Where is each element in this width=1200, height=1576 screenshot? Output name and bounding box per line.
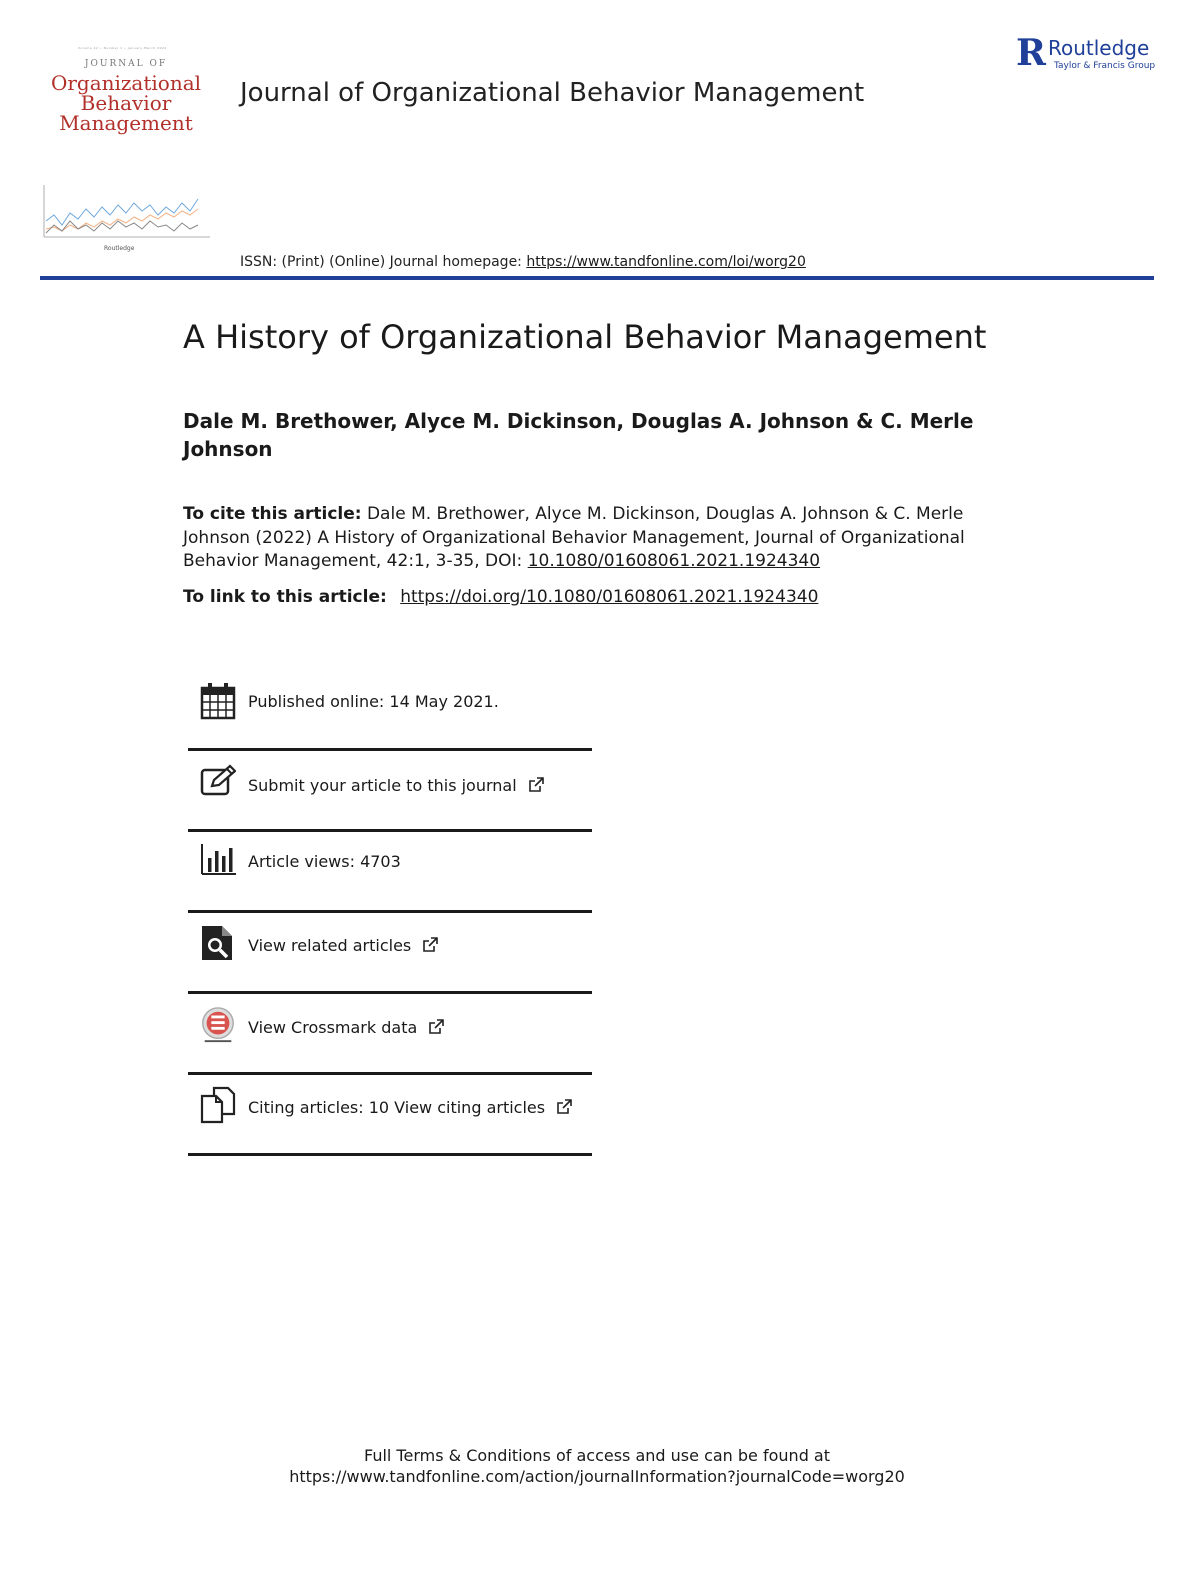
article-link-label: To link to this article: bbox=[183, 587, 387, 607]
routledge-logo[interactable] bbox=[1016, 34, 1156, 78]
published-online-row bbox=[188, 682, 592, 722]
citation-text: Dale M. Brethower, Alyce M. Dickinson, Douglas A. Johnson & C. Merle Johnson (2022) A History of Organizational Behavior Management, Journal of Organizational Behavior Management, 42:1, 3-35, DOI: bbox=[183, 504, 965, 571]
citation-block bbox=[183, 503, 1013, 574]
article-views-row bbox=[188, 842, 592, 882]
submit-article-row[interactable] bbox=[188, 764, 592, 804]
document-search-icon bbox=[200, 924, 236, 962]
pencil-edit-icon bbox=[200, 764, 236, 802]
info-divider bbox=[188, 1072, 592, 1075]
article-views-text: Article views: 4703 bbox=[248, 852, 401, 871]
article-title: A History of Organizational Behavior Management bbox=[183, 318, 987, 356]
info-divider bbox=[188, 1153, 592, 1156]
cover-journal-line-1: Organizational bbox=[50, 71, 202, 95]
routledge-name: Routledge bbox=[1048, 36, 1150, 60]
crossmark-link[interactable] bbox=[248, 1018, 444, 1037]
external-link-icon bbox=[428, 1019, 444, 1035]
citing-articles-text: Citing articles: 10 View citing articles bbox=[248, 1098, 546, 1117]
info-divider bbox=[188, 748, 592, 751]
article-doi-url-link[interactable]: https://doi.org/10.1080/01608061.2021.1924340 bbox=[400, 587, 819, 607]
article-authors: Dale M. Brethower, Alyce M. Dickinson, Douglas A. Johnson & C. Merle Johnson bbox=[183, 409, 974, 461]
crossmark-text: View Crossmark data bbox=[248, 1018, 418, 1037]
related-articles-row[interactable] bbox=[188, 924, 592, 964]
submit-article-link[interactable] bbox=[248, 776, 544, 795]
journal-homepage-link[interactable]: https://www.tandfonline.com/loi/worg20 bbox=[526, 254, 806, 270]
routledge-subtitle: Taylor & Francis Group bbox=[1054, 61, 1156, 71]
info-divider bbox=[188, 829, 592, 832]
journal-title: Journal of Organizational Behavior Management bbox=[240, 78, 865, 108]
journal-cover-thumbnail bbox=[40, 40, 212, 262]
crossmark-icon bbox=[200, 1006, 236, 1044]
citing-articles-row[interactable] bbox=[188, 1086, 592, 1126]
issn-line bbox=[240, 254, 806, 270]
citing-articles-link[interactable] bbox=[248, 1098, 572, 1117]
cover-publisher: Routledge bbox=[104, 245, 135, 252]
external-link-icon bbox=[422, 937, 438, 953]
cover-decorative-graph bbox=[40, 185, 212, 245]
header-rule bbox=[40, 276, 1154, 280]
external-link-icon bbox=[528, 777, 544, 793]
citation-doi-link[interactable]: 10.1080/01608061.2021.1924340 bbox=[527, 551, 821, 571]
submit-article-text: Submit your article to this journal bbox=[248, 776, 517, 795]
footer-terms-url[interactable]: https://www.tandfonline.com/action/journalInformation?journalCode=worg20 bbox=[289, 1467, 905, 1486]
issn-label: ISSN: (Print) (Online) Journal homepage: bbox=[240, 254, 522, 270]
footer-terms bbox=[0, 1445, 1194, 1487]
related-articles-text: View related articles bbox=[248, 936, 412, 955]
bar-chart-icon bbox=[200, 842, 236, 880]
routledge-r-glyph: R bbox=[1016, 32, 1046, 74]
related-articles-link[interactable] bbox=[248, 936, 438, 955]
info-divider bbox=[188, 991, 592, 994]
published-online-text: Published online: 14 May 2021. bbox=[248, 692, 499, 711]
cover-journal-name bbox=[40, 60, 212, 133]
crossmark-row[interactable] bbox=[188, 1006, 592, 1048]
footer-terms-line: Full Terms & Conditions of access and use can be found at bbox=[363, 1446, 831, 1465]
info-divider bbox=[188, 910, 592, 913]
external-link-icon bbox=[556, 1099, 572, 1115]
cover-volume-line: Volume 42 • Number 1 • January-March 2022 bbox=[78, 46, 167, 50]
calendar-icon bbox=[200, 682, 236, 720]
citation-label: To cite this article: bbox=[183, 504, 362, 524]
cover-journal-line-2: Behavior bbox=[80, 91, 172, 115]
article-link-line bbox=[183, 587, 818, 607]
cover-journal-line-3: Management bbox=[59, 111, 193, 135]
cover-journal-small: JOURNAL OF bbox=[84, 59, 168, 69]
copy-pages-icon bbox=[200, 1086, 236, 1124]
